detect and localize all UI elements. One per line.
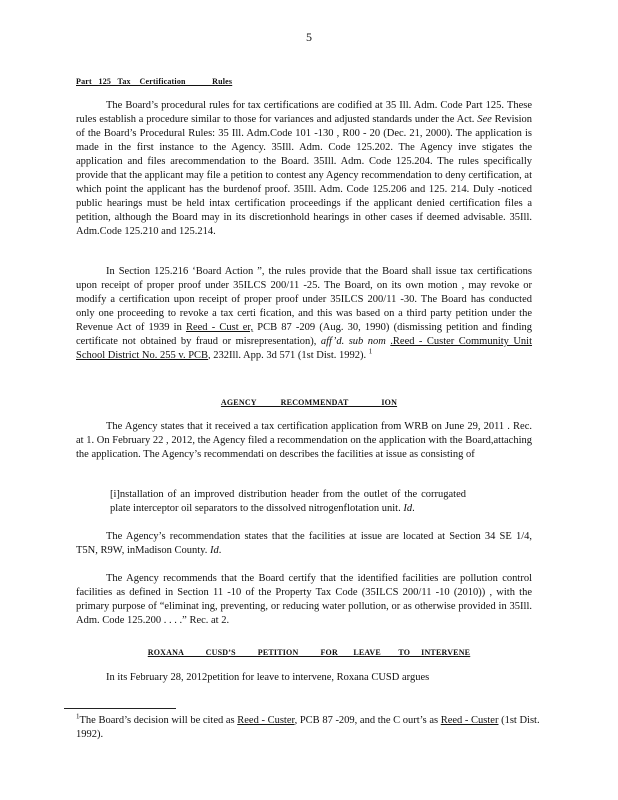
id-signal: Id: [403, 503, 413, 514]
section-heading-text: ROXANA CUSD’S PETITION FOR LEAVE TO INTERVENE: [147, 648, 471, 657]
paragraph-text: In its February 28, 2012petition for leave to intervene, Roxana CUSD argues: [106, 672, 430, 683]
affd-signal: aff’d. sub nom: [320, 336, 386, 347]
see-signal: See: [477, 114, 492, 125]
case-citation: Reed - Custer: [237, 715, 295, 726]
page-number: 5: [306, 30, 312, 44]
case-citation: Reed - Cust er,: [185, 322, 254, 333]
id-signal: Id: [209, 545, 219, 556]
paragraph-text: The Agency states that it received a tax certification application from WRB on June 29, 2011 . Rec. at 1. On February 22 , 2012, the Agency filed a recommendation on the application with the Board,attaching the application. The Agency’s recommendati on describes the facilities at issue as consisting of: [76, 421, 532, 460]
paragraph-text: In Section 125.216 ‘Board Action ”, the rules provide that the Board shall issue tax certifications upon receipt of proper proof under 35ILCS 200/11 -25. The Board, on its own motion , may revoke or modify a certification upon receipt of proper proof under 35ILCS 200/11 -30. The Board has conducted only one proceeding to revoke a tax certi fication, and this was based on a third party petition under the Revenue Act of 1939 in: [76, 266, 532, 333]
paragraph-text: Revision of the Board’s Procedural Rules: 35 Ill. Adm.Code 101 -130 , R00 - 20 (Dec. 21, 2000). The application is made in the first instance to the Agency. 35Ill. Adm. Code 125.202. The Agency inve stigates the application and files arecommendation to the Board. 35Ill. Adm. Code 125.204. The rules specifically provide that the applicant may file a petition to contest any Agency recommendation to deny certification, at which point the applicant has the burdenof proof. 35Ill. Adm. Code 125.206 and 125. 214. Duly -noticed public hearings must be held intax certification proceedings if the applicant denied certification files a petition, although the Board may in its discretionhold hearings in other cases if deemed advisable. 35Ill. Adm.Code 125.210 and 125.214.: [76, 114, 533, 237]
paragraph-location: [76, 530, 532, 558]
paragraph-text: The Board’s procedural rules for tax certifications are codified at 35 Ill. Adm. Code Part 125. These rules establish a procedure similar to those for variances and adjusted standards under the Act.: [76, 100, 532, 125]
quote-text: [i]nstallation of an improved distribution header from the outlet of the corrugated plate interceptor oil separators to the dissolved nitrogenflotation unit.: [110, 489, 466, 514]
footnote-separator: [64, 708, 176, 709]
block-quote: [110, 488, 466, 516]
case-citation: Reed - Custer: [440, 715, 499, 726]
paragraph-text: , 232Ill. App. 3d 571 (1st Dist. 1992).: [208, 350, 367, 361]
case-citation: .Reed - Custer Community Unit School District No. 255 v. PCB: [76, 336, 533, 361]
footnote-text: , PCB 87 -209, and the C ourt’s as: [294, 715, 439, 726]
paragraph-board-action: [76, 265, 532, 363]
footnote-1: [76, 714, 546, 742]
section-heading-agency-recommendation: [0, 396, 618, 410]
paragraph-agency-recommends: [76, 572, 532, 628]
section-heading-part-125: [76, 75, 532, 89]
paragraph-text: The Agency recommends that the Board certify that the identified facilities are pollution control facilities as defined in Section 11 -10 of the Property Tax Code (35ILCS 200/11 -10 (2010)) , with the primary purpose of “eliminat ing, preventing, or reducing water pollution, or as otherwise provided in 35Ill. Adm. Code 125.200 . . . .” Rec. at 2.: [76, 573, 532, 626]
section-heading-text: AGENCY RECOMMENDAT ION: [220, 398, 398, 407]
paragraph-text: The Agency’s recommendation states that the facilities at issue are located at Section 34 SE 1/4, T5N, R9W, inMadison County.: [76, 531, 532, 556]
footnote-ref: 1: [368, 347, 373, 356]
footnote-text: The Board’s decision will be cited as: [79, 715, 235, 726]
paragraph-roxana-argues: [76, 671, 532, 685]
paragraph-procedural-rules: [76, 99, 532, 239]
section-heading-roxana-petition: [0, 646, 618, 660]
punctuation: .: [218, 545, 222, 556]
section-heading-text: Part 125 Tax Certification Rules: [76, 77, 233, 86]
paragraph-agency-states: [76, 420, 532, 462]
footnote-marker: 1: [76, 712, 80, 721]
paragraph-text: PCB 87 -209 (Aug. 30, 1990) (dismissing petition and finding certificate not obtained by fraud or misrepresentation),: [76, 322, 533, 347]
footnote-text: (1st Dist. 1992).: [76, 715, 540, 740]
punctuation: .: [412, 503, 415, 514]
